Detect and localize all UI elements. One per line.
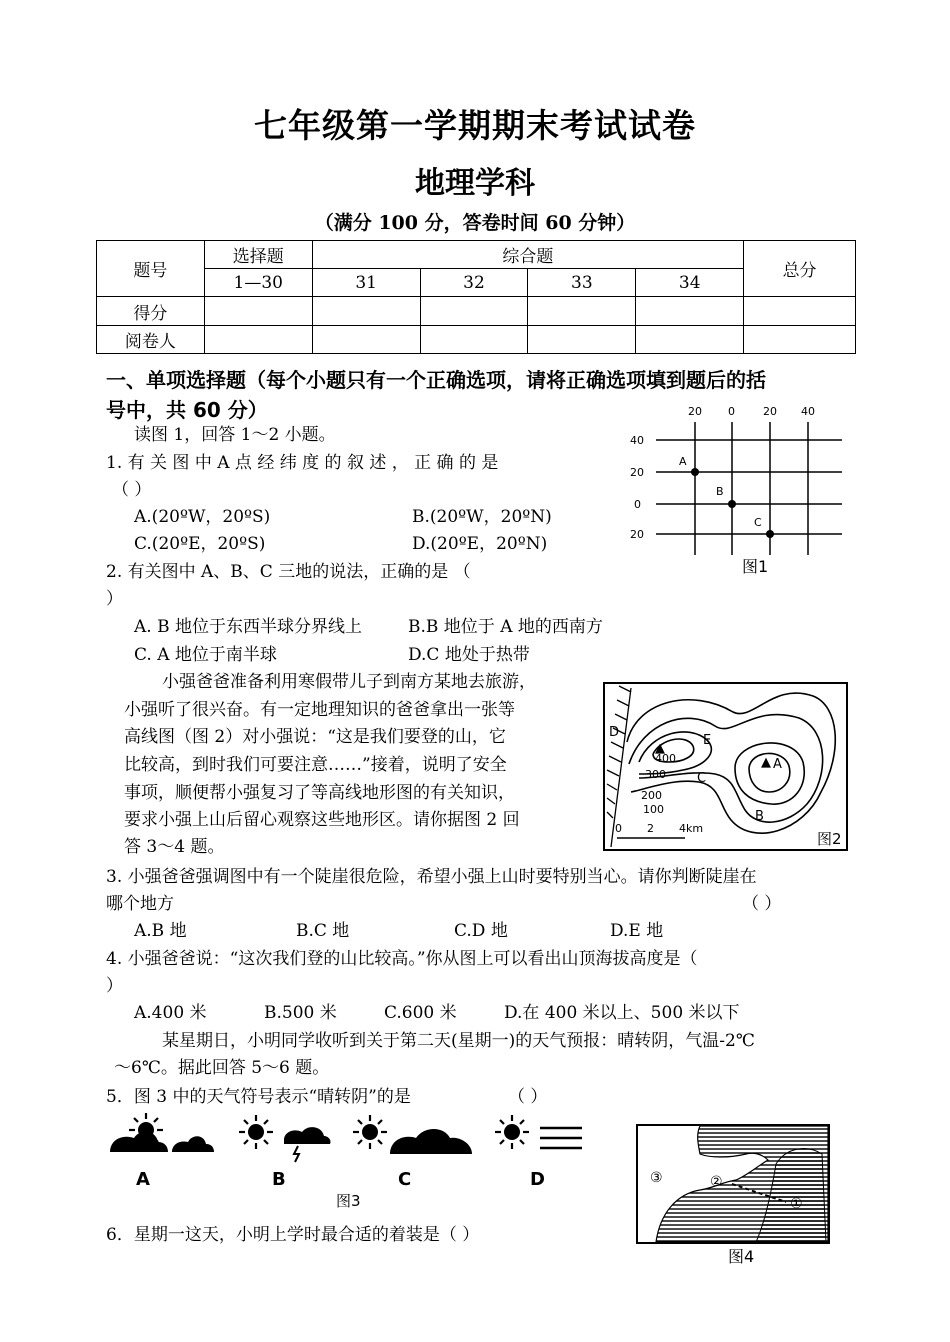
fig1-top-label: 20 — [763, 405, 777, 418]
q2-option-c: C. A 地位于南半球 — [134, 645, 277, 665]
story1-line: 事项，顺便帮小强复习了等高线地形图的有关知识， — [124, 783, 515, 803]
fig2-caption: 图2 — [817, 830, 842, 848]
score-field[interactable] — [528, 297, 636, 326]
figure-2-contour-map — [603, 682, 849, 852]
score-table — [96, 240, 856, 354]
q5-stem: 5．图 3 中的天气符号表示“晴转阴”的是 — [106, 1087, 411, 1107]
fig2-label-d: D — [609, 725, 620, 740]
cell-q33: 33 — [528, 269, 636, 297]
intro-q1-2: 读图 1，回答 1～2 小题。 — [134, 425, 336, 445]
story1-line: 要求小强上山后留心观察这些地形区。请你据图 2 回 — [124, 810, 520, 830]
q4-option-a: A.400 米 — [134, 1003, 207, 1023]
story1-line: 小强听了很兴奋。有一定地理知识的爸爸拿出一张等 — [124, 700, 515, 720]
q3-option-d: D.E 地 — [610, 921, 664, 941]
grader-field[interactable] — [528, 326, 636, 354]
fig1-point-c-label: C — [754, 516, 762, 529]
cell-q31: 31 — [312, 269, 420, 297]
exam-title: 七年级第一学期期末考试试卷 — [254, 106, 696, 145]
q3-answer-paren[interactable]: （ ） — [742, 894, 782, 914]
fig3-label-c: C — [398, 1169, 412, 1190]
q4-paren-end[interactable]: ） — [106, 976, 123, 996]
story1-line: 小强爸爸准备利用寒假带儿子到南方某地去旅游， — [162, 672, 536, 692]
q3-stem2: 哪个地方 — [106, 894, 174, 914]
story1-line: 比较高，到时我们可要注意……”接着，说明了安全 — [124, 755, 507, 775]
fig1-point-a-label: A — [679, 455, 687, 468]
q4-option-b: B.500 米 — [264, 1003, 337, 1023]
q2-option-a: A. B 地位于东西半球分界线上 — [134, 617, 362, 637]
weather-symbol-b — [239, 1115, 331, 1162]
score-field[interactable] — [744, 297, 856, 326]
figure-1-grid — [620, 400, 852, 580]
story2-line: ～6℃。据此回答 5～6 题。 — [114, 1058, 330, 1078]
fig1-top-label: 0 — [728, 405, 735, 418]
cell-q32: 32 — [420, 269, 528, 297]
grader-field[interactable] — [636, 326, 744, 354]
cell-zonghe: 综合题 — [312, 241, 743, 269]
fig2-peak-icon: ▲ — [761, 755, 771, 770]
q2-paren-end[interactable]: ） — [106, 589, 123, 609]
figure-3-weather-symbols — [100, 1110, 600, 1210]
grader-field[interactable] — [420, 326, 528, 354]
section-heading-2: 号中，共 60 分） — [106, 398, 268, 422]
fig1-point-b — [728, 500, 736, 508]
subject-title: 地理学科 — [415, 166, 535, 201]
q3-option-c: C.D 地 — [454, 921, 508, 941]
q2-stem: 2. 有关图中 A、B、C 三地的说法，正确的是 （ — [106, 562, 471, 582]
grader-field[interactable] — [312, 326, 420, 354]
fig3-caption: 图3 — [336, 1192, 361, 1210]
fig3-label-d: D — [530, 1169, 545, 1190]
fig2-label-a: A — [773, 757, 782, 772]
q1-option-d: D.(20ºE，20ºN) — [412, 534, 548, 554]
fig1-left-label: 0 — [634, 498, 641, 511]
q1-option-a: A.(20ºW，20ºS) — [134, 507, 271, 527]
weather-symbol-d — [495, 1115, 582, 1149]
fig4-caption: 图4 — [728, 1247, 755, 1266]
fig2-contour-label: 100 — [643, 803, 664, 816]
story1-line: 高线图（图 2）对小强说：“这是我们要登的山，它 — [124, 727, 506, 747]
fig1-top-label: 40 — [801, 405, 815, 418]
fig2-label-e: E — [703, 733, 712, 748]
fig2-scale-label: 2 — [647, 822, 654, 835]
fig2-contour-label: 300 — [645, 768, 666, 781]
q4-option-d: D.在 400 米以上、500 米以下 — [504, 1003, 740, 1023]
fig4-label-3: ③ — [650, 1170, 663, 1186]
weather-symbol-a — [110, 1113, 214, 1152]
fig4-label-2: ② — [710, 1174, 723, 1190]
grader-field[interactable] — [744, 326, 856, 354]
fig3-label-b: B — [272, 1169, 286, 1190]
cell-range: 1—30 — [204, 269, 312, 297]
fig2-label-c: C — [697, 771, 707, 786]
fig3-label-a: A — [136, 1169, 150, 1190]
fig2-scale-label: 0 — [615, 822, 622, 835]
cell-xuanze: 选择题 — [204, 241, 312, 269]
exam-note: （满分 100 分，答卷时间 60 分钟） — [314, 212, 636, 234]
fig2-contour-label: 400 — [655, 752, 676, 765]
fig2-peak-icon: ▲ — [655, 741, 665, 756]
section-heading-1: 一、单项选择题（每个小题只有一个正确选项，请将正确选项填到题后的括 — [106, 368, 766, 392]
q6-stem: 6．星期一这天，小明上学时最合适的着装是（ ） — [106, 1225, 480, 1245]
q1-stem: 1. 有 关 图 中 A 点 经 纬 度 的 叙 述 ， 正 确 的 是 — [106, 453, 499, 473]
fig1-point-a — [691, 468, 699, 476]
fig1-top-label: 20 — [688, 405, 702, 418]
story2-line: 某星期日，小明同学收听到关于第二天(星期一)的天气预报：晴转阴，气温-2℃ — [162, 1031, 755, 1051]
q3-option-b: B.C 地 — [296, 921, 350, 941]
fig2-contour-label: 200 — [641, 789, 662, 802]
cell-zongfen: 总分 — [744, 241, 856, 297]
fig1-point-c — [766, 530, 774, 538]
score-field[interactable] — [312, 297, 420, 326]
figure-4-map — [636, 1124, 832, 1268]
q3-stem: 3. 小强爸爸强调图中有一个陡崖很危险，希望小强上山时要特别当心。请你判断陡崖在 — [106, 867, 757, 887]
fig1-left-label: 20 — [630, 466, 644, 479]
score-field[interactable] — [636, 297, 744, 326]
cell-defen: 得分 — [97, 297, 205, 326]
cell-q34: 34 — [636, 269, 744, 297]
q1-answer-paren[interactable]: （ ） — [112, 480, 152, 500]
weather-symbol-c — [353, 1115, 472, 1154]
fig2-scale-label: 4km — [679, 822, 704, 835]
fig4-label-1: ① — [790, 1196, 803, 1212]
q2-option-d: D.C 地处于热带 — [408, 645, 530, 665]
fig1-point-b-label: B — [716, 485, 724, 498]
q4-stem: 4. 小强爸爸说：“这次我们登的山比较高。”你从图上可以看出山顶海拔高度是（ — [106, 949, 698, 969]
q2-option-b: B.B 地位于 A 地的西南方 — [408, 617, 603, 637]
score-field[interactable] — [420, 297, 528, 326]
q4-option-c: C.600 米 — [384, 1003, 457, 1023]
fig1-caption: 图1 — [742, 557, 769, 576]
q5-answer-paren[interactable]: （ ） — [508, 1087, 548, 1107]
story1-line: 答 3～4 题。 — [124, 837, 225, 857]
fig2-label-b: B — [755, 809, 764, 824]
fig1-left-label: 20 — [630, 528, 644, 541]
fig1-left-label: 40 — [630, 434, 644, 447]
cell-yuejuan: 阅卷人 — [97, 326, 205, 354]
q1-option-b: B.(20ºW，20ºN) — [412, 507, 552, 527]
score-field[interactable] — [204, 297, 312, 326]
grader-field[interactable] — [204, 326, 312, 354]
cell-tihao: 题号 — [97, 241, 205, 297]
q3-option-a: A.B 地 — [134, 921, 187, 941]
q1-option-c: C.(20ºE，20ºS) — [134, 534, 266, 554]
